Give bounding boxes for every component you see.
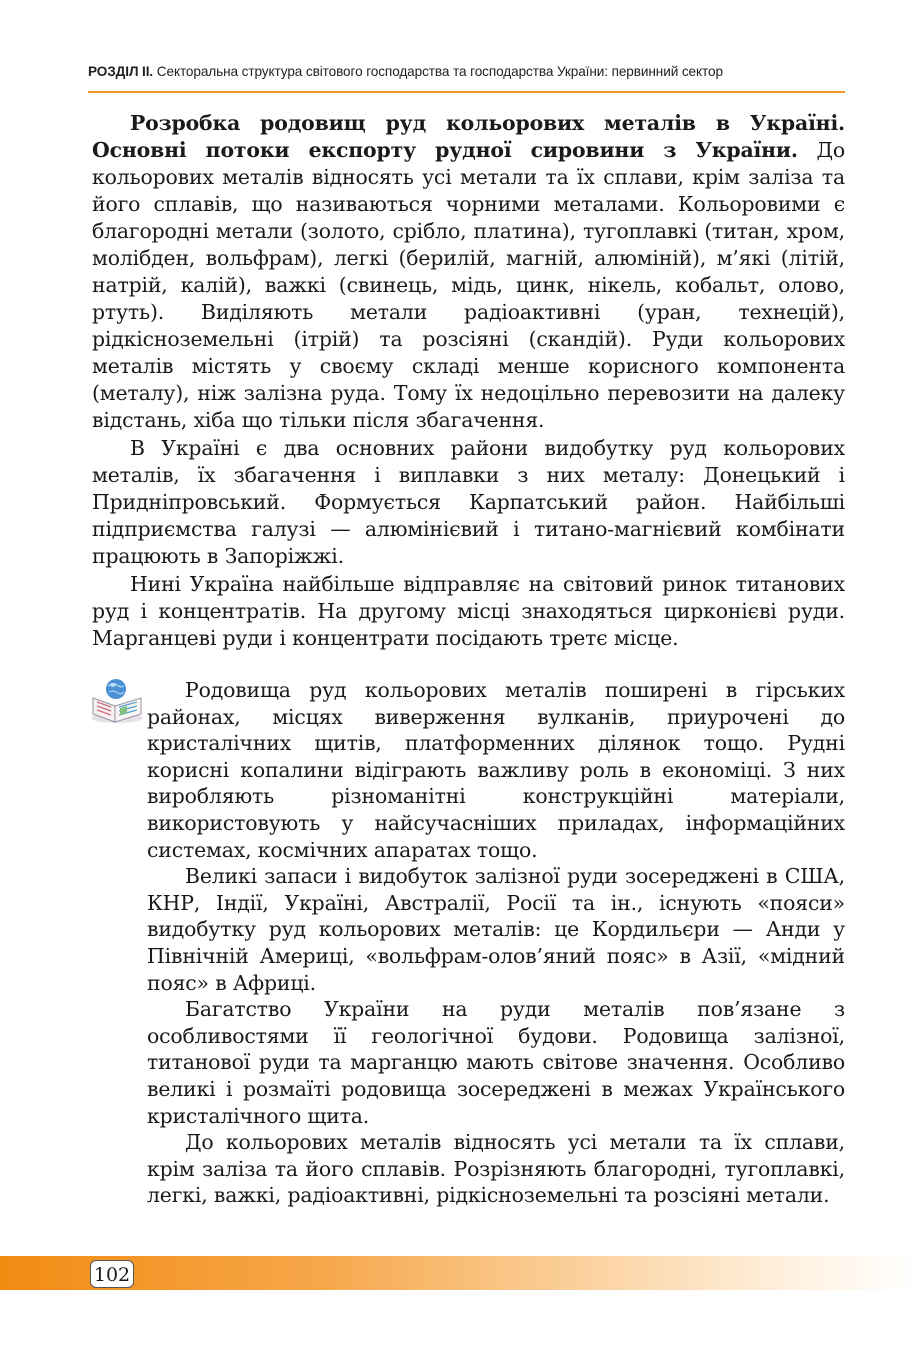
paragraph-intro-text: До кольорових металів відносять усі метали та їх сплави, крім заліза та його сплавів, що називаються чорними металами. Кольоровими є благородні метали (золото, срібло, платина), тугоплавкі (титан, хром, молібден, вольфрам), легкі (берилій, магній, алюміній), м’які (літій, натрій, калій), важкі (свинець, мідь, цинк, нікель, кобальт, олово, ртуть). Виділяють метали радіоактивні (уран, технецій), рідкісноземельні (ітрій) та розсіяні (скандій). Руди кольорових металів містять у своєму складі менше корисного компонента (металу), ніж залізна руда. Тому їх недоцільно перевозити на далеку відстань, хіба що тільки після збагачення. <box>92 138 845 432</box>
aside-paragraph: Багатство України на руди металів пов’язане з особливостями її геологічної будови. Родовища залізної, титанової руди та марганцю мають світове значення. Особливо великі і розмаїті родовища зосереджені в межах Українського кристалічного щита. <box>147 997 845 1128</box>
aside-block <box>147 677 845 1209</box>
footer-bar <box>0 1256 918 1290</box>
aside-paragraph: Родовища руд кольорових металів поширені в гірських районах, місцях виверження вулканів, приурочені до кристалічних щитів, платформенних ділянок тощо. Рудні корисні копалини відіграють важливу роль в економіці. З них виробляють різноманітні конструкційні матеріали, використовують у найсучасніших приладах, інформаційних системах, космічних апаратах тощо. <box>147 678 845 862</box>
running-header <box>88 64 840 79</box>
paragraph-regions: В Україні є два основних райони видобутку руд кольорових металів, їх збагачення і виплавки з них металу: Донецький і Придніпровський. Формується Карпатський район. Найбільші підприємства галузі — алюмінієвий і титано-магнієвий комбінати працюють в Запоріжжі. <box>92 436 845 568</box>
book-globe-icon <box>89 676 145 726</box>
main-text <box>92 110 845 652</box>
paragraph-intro <box>92 110 845 434</box>
page-number: 102 <box>90 1260 134 1288</box>
aside-paragraph: До кольорових металів відносять усі метали та їх сплави, крім заліза та його сплавів. Розрізняють благородні, тугоплавкі, легкі, важкі, радіоактивні, рідкісноземельні та розсіяні метали. <box>147 1130 845 1208</box>
section-title: Секторальна структура світового господарства та господарства України: первинний сектор <box>156 64 723 79</box>
paragraph-export: Нині Україна найбільше відправляє на світовий ринок титанових руд і концентратів. На другому місці знаходяться цирконієві руди. Марганцеві руди і концентрати посідають третє місце. <box>92 572 845 650</box>
aside-paragraph: Великі запаси і видобуток залізної руди зосереджені в США, КНР, Індії, Україні, Австралії, Росії та ін., існують «пояси» видобутку руд кольорових металів: це Кордильєри — Анди у Північній Америці, «вольфрам-олов’яний пояс» в Азії, «мідний пояс» в Африці. <box>147 864 845 995</box>
paragraph-heading: Розробка родовищ руд кольорових металів в Україні. Основні потоки експорту рудної сировини з України. <box>92 111 845 162</box>
section-label: РОЗДІЛ II. <box>88 64 154 79</box>
header-divider <box>88 91 845 93</box>
